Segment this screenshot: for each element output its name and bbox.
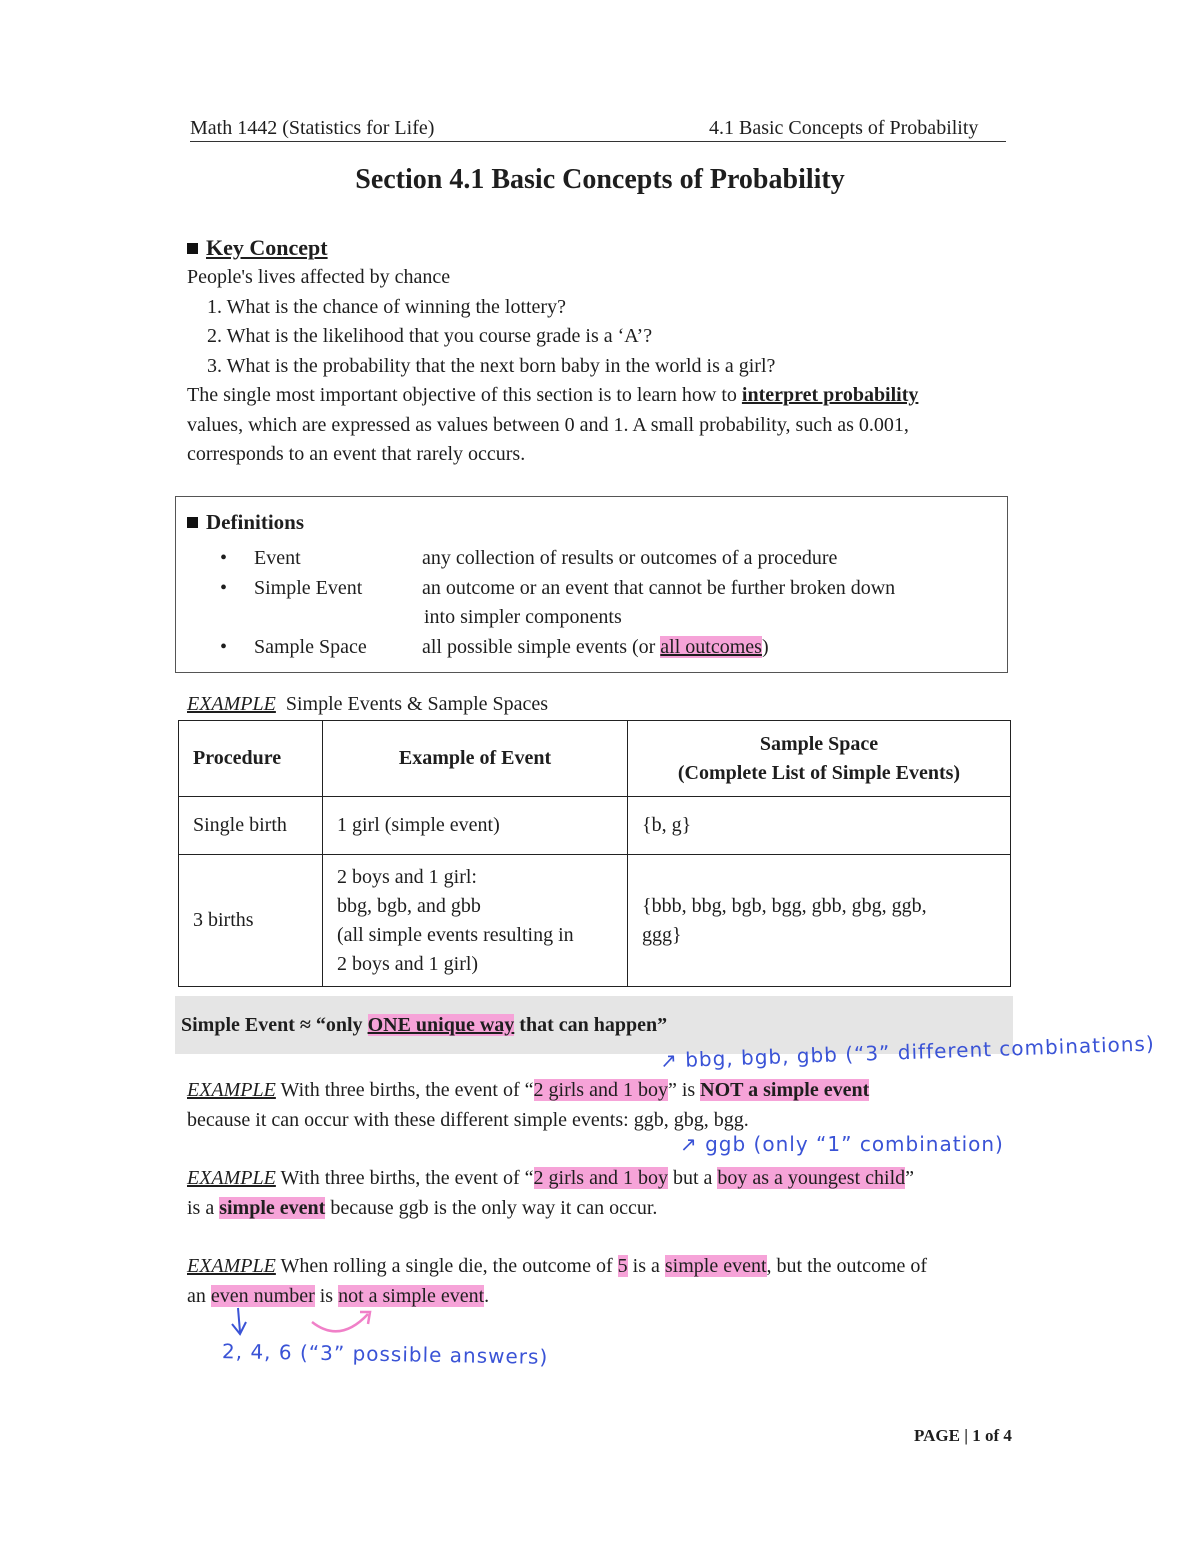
highlight-not-simple-event: NOT a simple event <box>700 1079 870 1101</box>
key-concept-heading <box>187 235 328 261</box>
example-label: EXAMPLE <box>187 1079 276 1101</box>
sample-space-table <box>178 720 1011 987</box>
highlight-5: 5 <box>617 1255 628 1277</box>
table-row <box>179 797 1011 855</box>
example-caption: EXAMPLE Simple Events & Sample Spaces <box>187 693 549 715</box>
highlight-one-unique-way: ONE unique way <box>367 1014 515 1036</box>
example-2: EXAMPLE With three births, the event of “2 girls and 1 boy but a boy as a youngest child” is a simple event because ggb is the only way it can occur. <box>187 1167 915 1219</box>
table-header-row <box>179 721 1011 797</box>
table-row <box>179 855 1011 987</box>
definitions-heading: Definitions <box>187 510 304 535</box>
bullet-icon: • <box>220 635 228 658</box>
highlight-not-simple-event: not a simple event <box>338 1284 485 1307</box>
example-1: EXAMPLE With three births, the event of “2 girls and 1 boy” is NOT a simple event because it can occur with these different simple events: ggb, gbg, bgg. <box>187 1079 870 1131</box>
cell-space: {b, g} <box>628 797 1011 855</box>
simple-event-definition: Simple Event ≈ “only ONE unique way that can happen” <box>181 1014 668 1036</box>
header-rule <box>190 141 1006 142</box>
interpret-probability-term: interpret probability <box>741 384 919 406</box>
highlight-all-outcomes: all outcomes <box>660 635 762 658</box>
objective-line-2: values, which are expressed as values between 0 and 1. A small probability, such as 0.001, <box>187 413 909 436</box>
definition-text: into simpler components <box>424 606 622 628</box>
cell-event: 2 boys and 1 girl: bbg, bgb, and gbb (all simple events resulting in 2 boys and 1 girl) <box>323 855 628 987</box>
definition-text: an outcome or an event that cannot be further broken down <box>422 576 896 599</box>
definition-sample-space <box>220 633 980 663</box>
objective-line-1: The single most important objective of this section is to learn how to interpret probability <box>187 384 919 406</box>
highlight-boy-youngest: boy as a youngest child <box>717 1167 906 1189</box>
key-concept-label: Key Concept <box>206 235 328 260</box>
handwritten-note-possible-answers: 2, 4, 6 (“3” possible answers) <box>221 1339 549 1369</box>
definition-term: Event <box>254 547 301 569</box>
definitions-list <box>220 544 980 662</box>
handwritten-note-one-combination: ↗ ggb (only “1” combination) <box>680 1132 1004 1156</box>
example-label: EXAMPLE <box>187 693 276 715</box>
definition-text: all possible simple events (or all outcomes) <box>422 635 769 658</box>
definition-simple-event-cont <box>220 603 980 633</box>
definition-text: any collection of results or outcomes of a procedure <box>422 547 838 569</box>
header-section: 4.1 Basic Concepts of Probability <box>709 117 979 139</box>
example-label: EXAMPLE <box>187 1167 276 1189</box>
objective-line-3: corresponds to an event that rarely occurs. <box>187 443 526 465</box>
highlight-even-number: even number <box>210 1284 315 1307</box>
cell-event: 1 girl (simple event) <box>323 797 628 855</box>
header-sample-space: Sample Space (Complete List of Simple Events) <box>628 721 1011 797</box>
definition-term: Simple Event <box>254 576 363 599</box>
cell-procedure: 3 births <box>179 855 323 987</box>
definition-event <box>220 544 980 574</box>
cell-procedure: Single birth <box>179 797 323 855</box>
header-course: Math 1442 (Statistics for Life) <box>190 117 435 139</box>
page-number: PAGE | 1 of 4 <box>914 1426 1012 1445</box>
bullet-icon: • <box>220 576 228 599</box>
page-title: Section 4.1 Basic Concepts of Probability <box>355 164 845 195</box>
highlight-simple-event: simple event <box>664 1255 767 1277</box>
example-3: EXAMPLE When rolling a single die, the outcome of 5 is a simple event, but the outcome of an even number is not a simple event. <box>187 1255 928 1307</box>
example-label: EXAMPLE <box>187 1255 276 1277</box>
header-procedure: Procedure <box>179 721 323 797</box>
definition-term: Sample Space <box>254 635 367 658</box>
handwritten-note-combinations: ↗ bbg, bgb, gbb (“3” different combinations) <box>659 1031 1156 1073</box>
question-2: 2. What is the likelihood that you course grade is a ‘A’? <box>207 325 653 347</box>
bullet-icon: • <box>220 547 228 569</box>
cell-space: {bbb, bbg, bgb, bgg, gbb, gbg, ggb, ggg} <box>628 855 1011 987</box>
header-example-event: Example of Event <box>323 721 628 797</box>
definition-simple-event <box>220 574 980 604</box>
highlight-2-girls-1-boy: 2 girls and 1 boy <box>533 1167 668 1189</box>
key-concept-intro: People's lives affected by chance <box>187 266 451 288</box>
highlight-2-girls-1-boy: 2 girls and 1 boy <box>533 1079 668 1101</box>
square-bullet-icon <box>187 243 198 254</box>
key-concept-text <box>187 263 1017 470</box>
square-bullet-icon <box>187 517 198 528</box>
highlight-simple-event: simple event <box>219 1196 326 1219</box>
question-1: 1. What is the chance of winning the lottery? <box>207 295 566 318</box>
question-3: 3. What is the probability that the next born baby in the world is a girl? <box>207 354 776 377</box>
